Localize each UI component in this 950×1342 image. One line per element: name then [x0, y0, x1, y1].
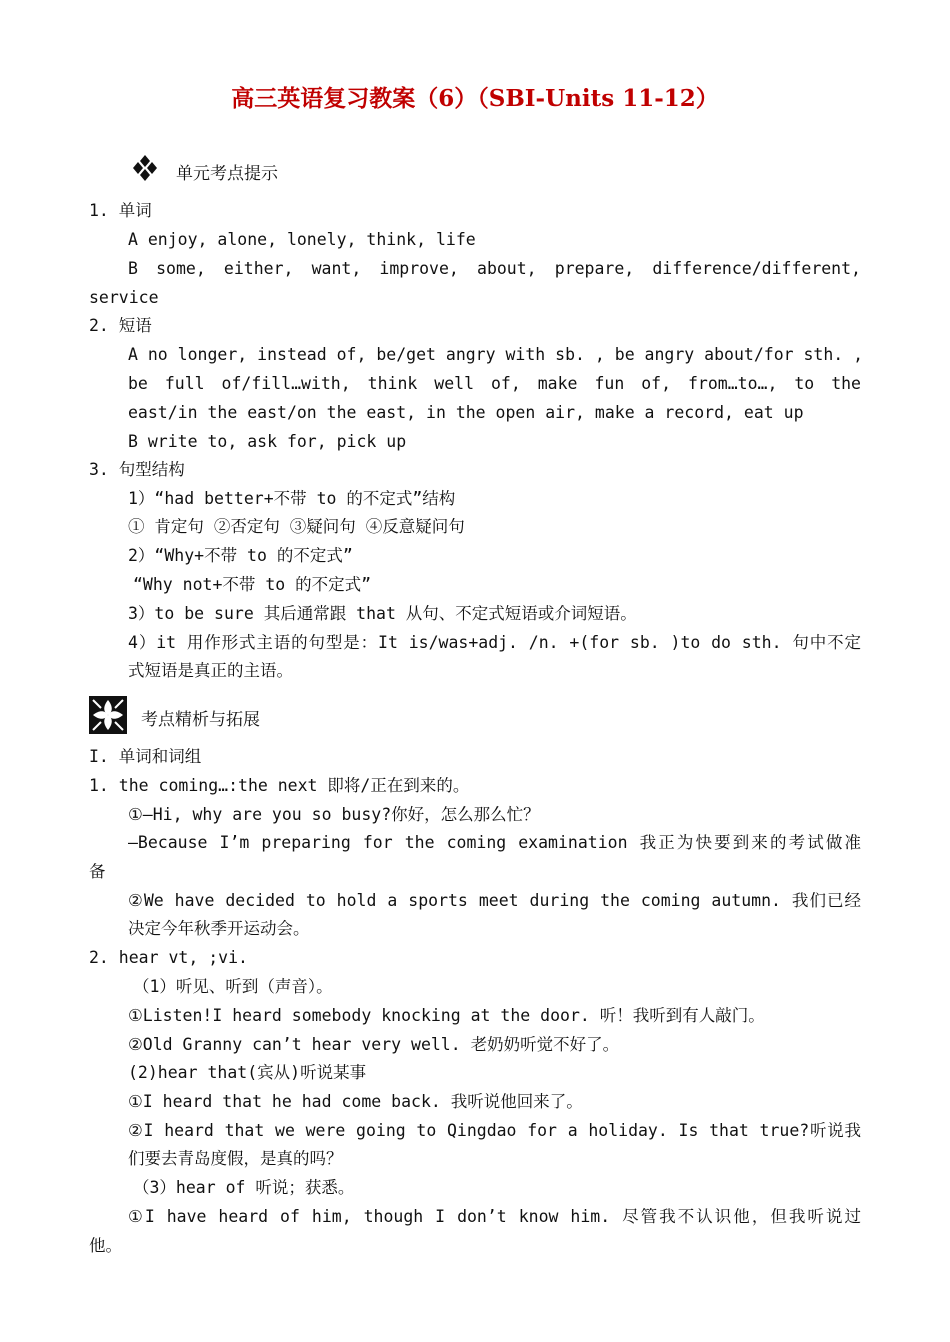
text-line: 4）it 用作形式主语的句型是：It is/was+adj. /n. +(for sb. )to do sth. 句中不定	[128, 633, 861, 652]
text-line: ①Listen!I heard somebody knocking at the door. 听！我听到有人敲门。	[128, 1006, 765, 1025]
text-line: 备	[89, 862, 106, 881]
text-line: 1. the coming…:the next 即将/正在到来的。	[89, 776, 470, 795]
text-line: A no longer, instead of, be/get angry with sb. , be angry about/for sth. ,	[128, 345, 864, 364]
four-diamonds-icon	[131, 154, 159, 182]
text-line: A enjoy, alone, lonely, think, life	[128, 230, 476, 249]
document-title: 高三英语复习教案（6）（SBⅠ-Units 11-12）	[231, 85, 719, 112]
text-line: 2. hear vt, ;vi.	[89, 948, 248, 967]
text-line: ①I heard that he had come back. 我听说他回来了。	[128, 1092, 583, 1111]
text-line: 式短语是真正的主语。	[128, 661, 293, 680]
text-line: I. 单词和词组	[89, 747, 202, 766]
text-line: ① 肯定句 ②否定句 ③疑问句 ④反意疑问句	[128, 517, 465, 536]
text-line: ②Old Granny can’t hear very well. 老奶奶听觉不好了。	[128, 1035, 620, 1054]
text-line: 3）to be sure 其后通常跟 that 从句、不定式短语或介词短语。	[128, 604, 637, 623]
text-line: 2. 短语	[89, 316, 152, 335]
text-line: east/in the east/on the east, in the open air, make a record, eat up	[128, 403, 804, 422]
text-line: (2)hear that(宾从)听说某事	[128, 1063, 367, 1082]
text-line: 决定今年秋季开运动会。	[128, 919, 310, 938]
text-line: be full of/fill…with, think well of, make fun of, from…to…, to the	[128, 374, 861, 393]
text-line: B write to, ask for, pick up	[128, 432, 407, 451]
section-heading-2: 考点精析与拓展	[141, 710, 260, 730]
text-line: ②I heard that we were going to Qingdao for a holiday. Is that true?听说我	[128, 1121, 861, 1140]
text-line: 1）“had better+不带 to 的不定式”结构	[128, 489, 456, 508]
text-line: “Why not+不带 to 的不定式”	[133, 575, 372, 594]
text-line: ①—Hi, why are you so busy?你好，怎么那么忙？	[128, 805, 540, 824]
text-line: 1. 单词	[89, 201, 152, 220]
text-line: service	[89, 288, 159, 307]
text-line: ①I have heard of him, though I don’t know him. 尽管我不认识他，但我听说过	[128, 1207, 861, 1226]
text-line: 他。	[89, 1236, 122, 1255]
text-line: 们要去青岛度假，是真的吗？	[128, 1149, 343, 1168]
text-line: ②We have decided to hold a sports meet during the coming autumn. 我们已经	[128, 891, 861, 910]
section-heading-1: 单元考点提示	[176, 164, 278, 184]
text-line: （3）hear of 听说；获悉。	[133, 1178, 355, 1197]
text-line: （1）听见、听到（声音）。	[133, 977, 333, 996]
leaf-pattern-icon	[89, 696, 127, 734]
text-line: B some, either, want, improve, about, prepare, difference/different,	[128, 259, 861, 278]
text-line: 2）“Why+不带 to 的不定式”	[128, 546, 353, 565]
text-line: 3. 句型结构	[89, 460, 185, 479]
text-line: —Because I’m preparing for the coming examination 我正为快要到来的考试做准	[128, 833, 861, 852]
